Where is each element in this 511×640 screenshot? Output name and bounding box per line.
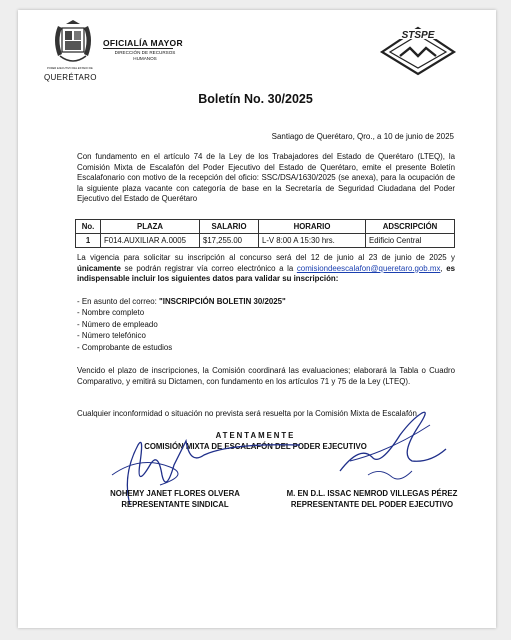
col-header-plaza: PLAZA [101,220,200,234]
seal-caption: PODER EJECUTIVO DEL ESTADO DE [47,67,93,70]
bulletin-title: Boletín No. 30/2025 [198,92,313,106]
col-header-horario: HORARIO [259,220,366,234]
email-link[interactable]: comisiondeescalafon@queretaro.gob.mx [296,263,441,273]
inconformidad-paragraph: Cualquier inconformidad o situación no prevista será resuelta por la Comisión Mixta de Escalafón. [77,409,420,418]
vacancy-table [75,219,455,248]
signature-scribbles [100,405,460,515]
signature-name-union: NOHEMY JANET FLORES OLVERA [110,489,240,498]
cell-horario: L-V 8:00 A 15:30 hrs. [259,234,366,248]
signature-role-union: REPRESENTANTE SINDICAL [121,500,229,509]
vigencia-paragraph: La vigencia para solicitar su inscripción al concurso será del 12 de junio al 23 de junio de 2025 y únicamente se podrán registrar vía correo electrónico a la comisiondeescalafon@queretaro.gob.mx, es indispensable incluir los siguientes datos para validar su inscripción: [77,253,455,284]
date-line: Santiago de Querétaro, Qro., a 10 de junio de 2025 [271,132,454,141]
list-item: - En asunto del correo: "INSCRIPCIÓN BOLETIN 30/2025" [77,297,286,306]
intro-paragraph: Con fundamento en el artículo 74 de la Ley de los Trabajadores del Estado de Querétaro (LTEQ), la Comisión Mixta de Escalafón del Poder Ejecutivo del Estado de Querétaro, emite el presente Boletín Escalafonario con motivo de la recepción del oficio: SSC/DSA/1630/2025 (se anexa), para la ocupación de la siguiente plaza vacante con categoría de base en la Secretaría de Seguridad Ciudadana del Poder Ejecutivo del Estado de Querétaro [77,152,455,204]
table-row [76,234,455,248]
union-logo-text: STSPE [401,30,435,41]
closing-paragraph: Vencido el plazo de inscripciones, la Comisión coordinará las evaluaciones; elaborará la Tabla o Cuadro Comparativo, y emitirá su Dictamen, con fundamento en los artículos 71 y 75 de la Ley (LTEQ). [77,366,455,386]
state-name: QUERÉTARO [44,73,97,82]
requirements-list [77,297,455,354]
cell-adscripcion: Edificio Central [366,234,455,248]
table-header-row [76,220,455,234]
org-subtitle: DIRECCIÓN DE RECURSOS HUMANOS [114,50,176,61]
state-seal-icon [44,20,102,74]
org-divider [103,48,173,49]
list-item: - Nombre completo [77,308,145,318]
signature-name-executive: M. EN D.L. ISSAC NEMROD VILLEGAS PÉREZ [286,489,458,498]
list-item: - Número telefónico [77,331,146,341]
col-header-adscripcion: ADSCRIPCIÓN [366,220,455,234]
col-header-no: No. [76,220,101,234]
union-logo-icon [378,26,458,76]
cell-plaza: F014.AUXILIAR A.0005 [101,234,200,248]
atentamente-label: ATENTAMENTE [215,431,296,440]
col-header-salario: SALARIO [200,220,259,234]
cell-salario: $17,255.00 [200,234,259,248]
org-title: OFICIALÍA MAYOR [103,38,183,48]
cell-no: 1 [76,234,101,248]
commission-name: COMISIÓN MIXTA DE ESCALAFÓN DEL PODER EJECUTIVO [144,442,367,451]
list-item: - Número de empleado [77,319,158,329]
list-item: - Comprobante de estudios [77,342,173,352]
signature-role-executive: REPRESENTANTE DEL PODER EJECUTIVO [290,500,454,509]
